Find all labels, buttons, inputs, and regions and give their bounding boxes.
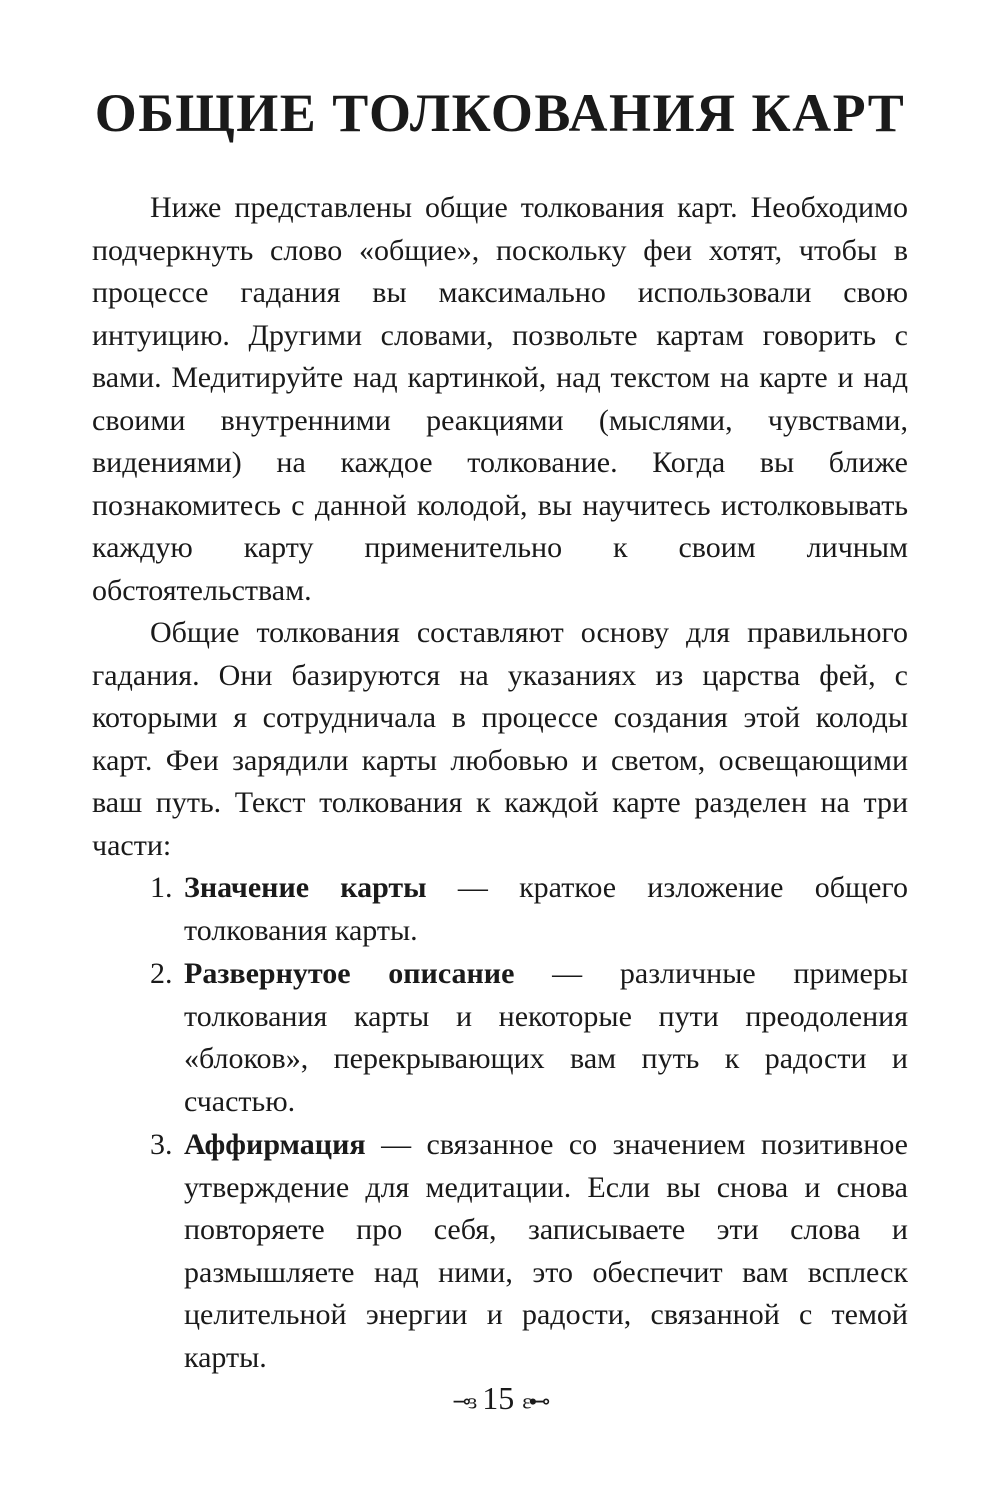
list-number: 2. (150, 957, 173, 990)
list-text: — связанное со значением позитивное утверждение для медитации. Если вы снова и снова повторяете про себя, записываете эти слова и размышляете над ними, это обеспечит вам всплеск целительной энергии и радости, связанной с темой карты. (184, 1128, 908, 1374)
list-term: Развернутое описание (184, 957, 515, 990)
list-text: — различные примеры толкования карты и некоторые пути преодоления «блоков», перекрывающих вам путь к радости и счастью. (184, 957, 908, 1118)
list-number: 1. (150, 871, 173, 904)
parts-list (92, 867, 908, 1379)
list-item (92, 1124, 908, 1379)
page-number: 15 (482, 1380, 515, 1416)
paragraph: Общие толкования составляют основу для правильного гадания. Они базируются на указаниях из царства фей, с которыми я сотрудничала в процессе создания этой колоды карт. Феи зарядили карты любовью и светом, освещающими ваш путь. Текст толкования к каждой карте разделен на три части: (92, 616, 908, 862)
list-item (92, 953, 908, 1123)
body-text (92, 187, 908, 1379)
page-title: ОБЩИЕ ТОЛКОВАНИЯ КАРТ (94, 83, 906, 143)
list-text: — краткое изложение общего толкования карты. (184, 871, 908, 947)
paragraph: Ниже представлены общие толкования карт. Необходимо подчеркнуть слово «общие», поскольку феи хотят, чтобы в процессе гадания вы максимально использовали свою интуицию. Другими словами, позвольте картам говорить с вами. Медитируйте над картинкой, над текстом на карте и над своими внутренними реакциями (мыслями, чувствами, видениями) на каждое толкование. Когда вы ближе познакомитесь с данной колодой, вы научитесь истолковывать каждую карту применительно к своим личным обстоятельствам. (92, 191, 908, 607)
list-term: Аффирмация (184, 1128, 366, 1161)
ornament-left-icon: ⊸ɜ (452, 1388, 475, 1414)
page-number-footer (0, 1382, 1000, 1414)
list-item (92, 867, 908, 952)
list-term: Значение карты (184, 871, 427, 904)
list-number: 3. (150, 1128, 173, 1161)
ornament-right-icon: ɛ⊷ (522, 1388, 548, 1414)
